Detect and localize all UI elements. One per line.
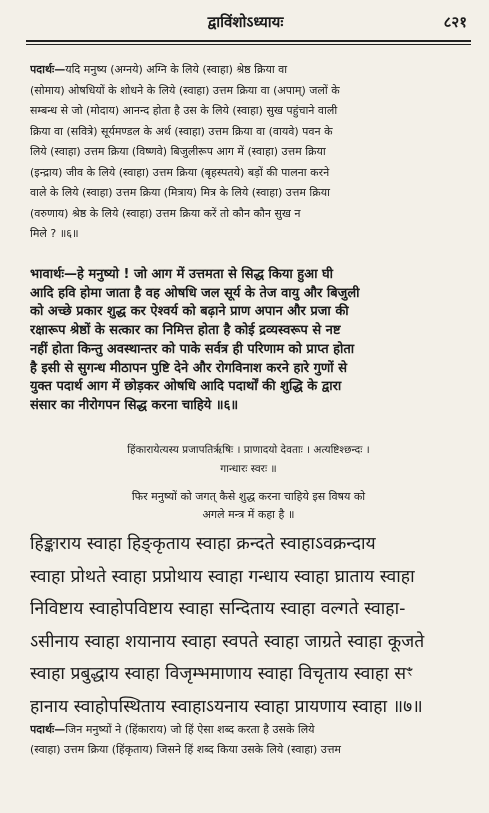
rishi-devata-line: हिंकारायेत्यस्य प्रजापतिर्ऋषिः । प्राणादयो देवताः । अत्यष्टिश्छन्दः । — [127, 444, 370, 456]
text-line: रक्षारूप श्रेष्ठों के सत्कार का निमित्त होता है कोई द्रव्यस्वरूप से नष्ट — [30, 323, 341, 339]
header-rule — [26, 40, 471, 42]
text-line: को अच्छे प्रकार शुद्ध कर ऐश्वर्य को बढ़ाने प्राण अपान और प्रजा की — [30, 304, 349, 320]
text-line: (स्वाहा) उत्तम क्रिया (हिंकृताय) जिसने हिं शब्द किया उसके लिये (स्वाहा) उत्तम — [30, 743, 342, 756]
padartha-label: पदार्थः— — [30, 723, 66, 736]
mantra-line: स्वाहा प्रबुद्धाय स्वाहा विजृम्भमाणाय स्वाहा विचृताय स्वाहा सꣳ — [30, 664, 413, 685]
svara-line: गान्धारः स्वरः ॥ — [220, 463, 277, 475]
text-line: वाले के लिये (स्वाहा) उत्तम क्रिया (मित्राय) मित्र के लिये (स्वाहा) उत्तम क्रिया — [30, 186, 330, 199]
text-line — [30, 266, 467, 285]
text-line: फिर मनुष्यों को जगत् कैसे शुद्ध करना चाहिये इस विषय को — [131, 490, 366, 503]
text-line: आदि हवि होमा जाता है वह ओषधि जल सूर्य के तेज वायु और बिजुली — [30, 285, 360, 301]
text-line: (वरुणाय) श्रेष्ठ के लिये (स्वाहा) उत्तम क्रिया करें तो कौन कौन सुख न — [30, 206, 301, 220]
mantra-line: स्वाहा प्रोथते स्वाहा प्रप्रोथाय स्वाहा गन्धाय स्वाहा घ्राताय स्वाहा — [30, 566, 415, 587]
mantra-text — [30, 528, 467, 724]
mantra-line: निविष्टाय स्वाहोपविष्टाय स्वाहा सन्दिताय स्वाहा वल्गते स्वाहा- — [30, 599, 406, 620]
mantra-line: हानाय स्वाहोपस्थिताय स्वाहाऽयनाय स्वाहा प्रायणाय स्वाहा ॥७॥ — [30, 696, 423, 717]
bhavartha-paragraph — [30, 266, 467, 416]
text-line: अगले मन्त्र में कहा है ॥ — [202, 508, 295, 521]
padartha-paragraph-2 — [30, 720, 467, 760]
text-line-content: हे मनुष्यो ! जो आग में उत्तमता से सिद्ध किया हुआ घी — [77, 267, 334, 282]
text-line: है इसी से सुगन्ध मीठापन पुष्टि देने और रोगविनाश करने हारे गुणों से — [30, 360, 347, 376]
text-line — [30, 720, 467, 740]
text-line: नहीं होता किन्तु अवस्थान्तर को पाके सर्वत्र ही परिणाम को प्राप्त होता — [30, 341, 355, 357]
mantra-intro — [30, 488, 467, 524]
text-line: लिये (स्वाहा) उत्तम क्रिया (विष्णवे) बिजुलीरूप आग में (स्वाहा) उत्तम क्रिया — [30, 145, 326, 158]
text-line: युक्त पदार्थ आग में छोड़कर ओषधि आदि पदार्थों की शुद्धि के द्वारा — [30, 379, 342, 395]
mantra-line: हिङ्काराय स्वाहा हिङ्कृताय स्वाहा क्रन्दते स्वाहाऽवक्रन्दाय — [30, 534, 376, 554]
text-line-content: जिन मनुष्यों ने (हिंकाराय) जो हिं ऐसा शब्द करता है उसके लिये — [65, 723, 315, 736]
text-line: (सोमाय) ओषधियों के शोधने के लिये (स्वाहा) उत्तम क्रिया वा (अपाम्) जलों के — [30, 83, 340, 97]
bhavartha-label: भावार्थः— — [30, 267, 78, 282]
header-rule-thin — [26, 44, 471, 45]
page-header — [24, 12, 467, 34]
page-number: ८२१ — [443, 13, 467, 31]
text-line-content: यदि मनुष्य (अग्नये) अग्नि के लिये (स्वाहा) श्रेष्ठ क्रिया वा — [65, 63, 288, 76]
text-line: (इन्द्राय) जीव के लिये (स्वाहा) उत्तम क्रिया (बृहस्पतये) बड़ों की पालना करने — [30, 165, 330, 179]
text-line — [30, 60, 467, 81]
text-line: मिले ? ॥६॥ — [30, 227, 79, 240]
text-line: संसार का नीरोगपन सिद्ध करना चाहिये ॥६॥ — [30, 397, 239, 413]
text-line: सम्बन्ध से जो (मोदाय) आनन्द होता है उस के लिये (स्वाहा) सुख पहुंचाने वाली — [30, 104, 338, 117]
mantra-line: ऽसीनाय स्वाहा शयानाय स्वाहा स्वपते स्वाहा जाग्रते स्वाहा कूजते — [30, 631, 425, 652]
text-line: क्रिया वा (सवित्रे) सूर्यमण्डल के अर्थ (स्वाहा) उत्तम क्रिया वा (वायवे) पवन के — [30, 124, 333, 138]
padartha-paragraph-1 — [30, 60, 467, 245]
chapter-title: द्वाविंशोऽध्यायः — [207, 13, 284, 31]
padartha-label: पदार्थः— — [30, 63, 66, 76]
